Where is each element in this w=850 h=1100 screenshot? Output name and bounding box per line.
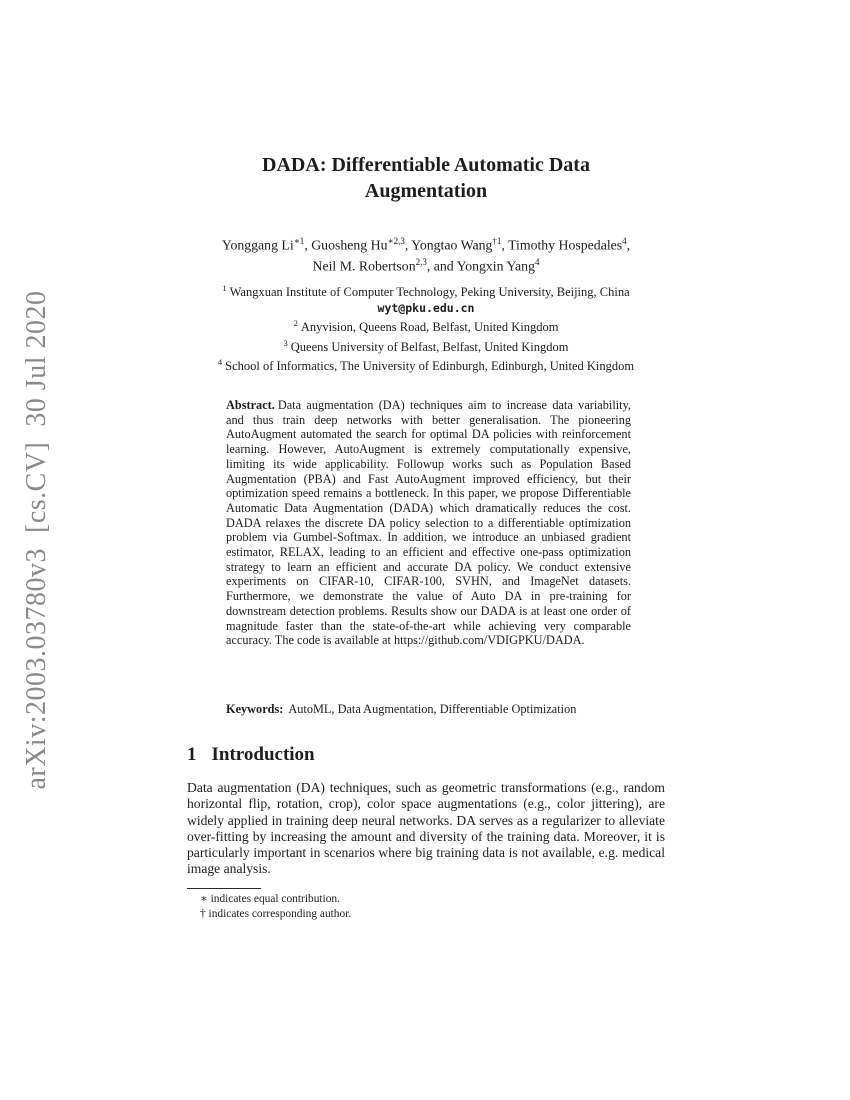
abstract-text: Data augmentation (DA) techniques aim to increase data variability, and thus train deep networks with better generalisation. The pioneering AutoAugment automated the search for optimal DA policies with reinforcement learning. However, AutoAugment is extremely computationally expensive, limiting its wide applicability. Followup works such as Population Based Augmentation (PBA) and Fast AutoAugment improved efficiency, but their optimization speed remains a bottleneck. In this paper, we propose Differentiable Automatic Data Augmentation (DADA) which dramatically reduces the cost. DADA relaxes the discrete DA policy selection to a differentiable optimization problem via Gumbel-Softmax. In addition, we introduce an unbiased gradient estimator, RELAX, leading to an efficient and effective one-pass optimization strategy to learn an efficient and accurate DA policy. We conduct extensive experiments on CIFAR-10, CIFAR-100, SVHN, and ImageNet datasets. Furthermore, we demonstrate the value of Auto DA in pre-training for downstream detection problems. Results show our DADA is at least one order of magnitude faster than the state-of-the-art while achieving very comparable accuracy. The code is available at https://github.com/VDIGPKU/DADA. bbox=[226, 398, 631, 648]
affiliation-superscript: 2 bbox=[293, 317, 298, 328]
affiliations bbox=[107, 281, 745, 375]
section-number: 1 bbox=[187, 744, 197, 765]
abstract-block bbox=[226, 398, 631, 648]
arxiv-watermark: arXiv:2003.03780v3 [cs.CV] 30 Jul 2020 bbox=[21, 290, 52, 790]
affiliation-line: $^4$ School of Informatics, The University of Edinburgh, Edinburgh, United Kingdom bbox=[217, 357, 635, 374]
affiliation-line: $^3$ Queens University of Belfast, Belfast, United Kingdom bbox=[283, 337, 569, 354]
affiliation-superscript: 4 bbox=[217, 357, 223, 368]
keywords-label: Keywords: bbox=[226, 702, 284, 716]
footnote-rule bbox=[187, 888, 261, 889]
section-heading bbox=[187, 744, 665, 766]
author-superscript: ∗1 bbox=[293, 236, 305, 246]
keywords-block bbox=[226, 702, 631, 717]
keywords-text: AutoML, Data Augmentation, Differentiable Optimization bbox=[288, 702, 577, 716]
affiliation-line: $^2$ Anyvision, Queens Road, Belfast, United Kingdom bbox=[293, 317, 559, 335]
paper-title-line1: DADA: Differentiable Automatic Data bbox=[262, 154, 590, 176]
footnotes bbox=[187, 892, 665, 922]
author-superscript: †1 bbox=[492, 236, 502, 246]
affiliation-superscript: 3 bbox=[283, 337, 288, 348]
author-superscript: 4 bbox=[534, 256, 540, 267]
author-line: Neil M. Robertson$^{2,3}$, and Yongxin Yang$^4$ bbox=[312, 256, 540, 274]
author-superscript: ∗2,3 bbox=[387, 236, 405, 246]
paper-title bbox=[187, 152, 665, 204]
paper-title-line2: Augmentation bbox=[364, 180, 488, 202]
intro-paragraph: Data augmentation (DA) techniques, such as geometric transformations (e.g., random horizontal flip, rotation, crop), color space augmentations (e.g., color jittering), are widely applied in training deep neural networks. DA serves as a regularizer to alleviate over-fitting by increasing the amount and diversity of the training data. Moreover, it is particularly important in scenarios where big training data is not available, e.g. medical image analysis. bbox=[187, 780, 665, 877]
section-title: Introduction bbox=[211, 744, 315, 765]
footnote: ∗ indicates equal contribution. bbox=[200, 893, 340, 905]
author-lines bbox=[147, 233, 705, 274]
abstract-label: Abstract. bbox=[226, 398, 275, 412]
affiliation-line: $^1$ Wangxuan Institute of Computer Technology, Peking University, Beijing, China bbox=[222, 283, 630, 300]
affiliation-email: wyt@pku.edu.cn bbox=[377, 300, 475, 315]
author-superscript: 4 bbox=[622, 236, 627, 246]
footnote: † indicates corresponding author. bbox=[200, 908, 352, 921]
affiliation-superscript: 1 bbox=[222, 283, 227, 293]
author-superscript: 2,3 bbox=[415, 256, 427, 267]
author-line: Yonggang $Li^{∗1}$, Guosheng $Hu^{∗2,3}$, Yongtao Wang$^{\dagger 1}$, Timothy Hospedales$^4$, bbox=[221, 236, 631, 253]
